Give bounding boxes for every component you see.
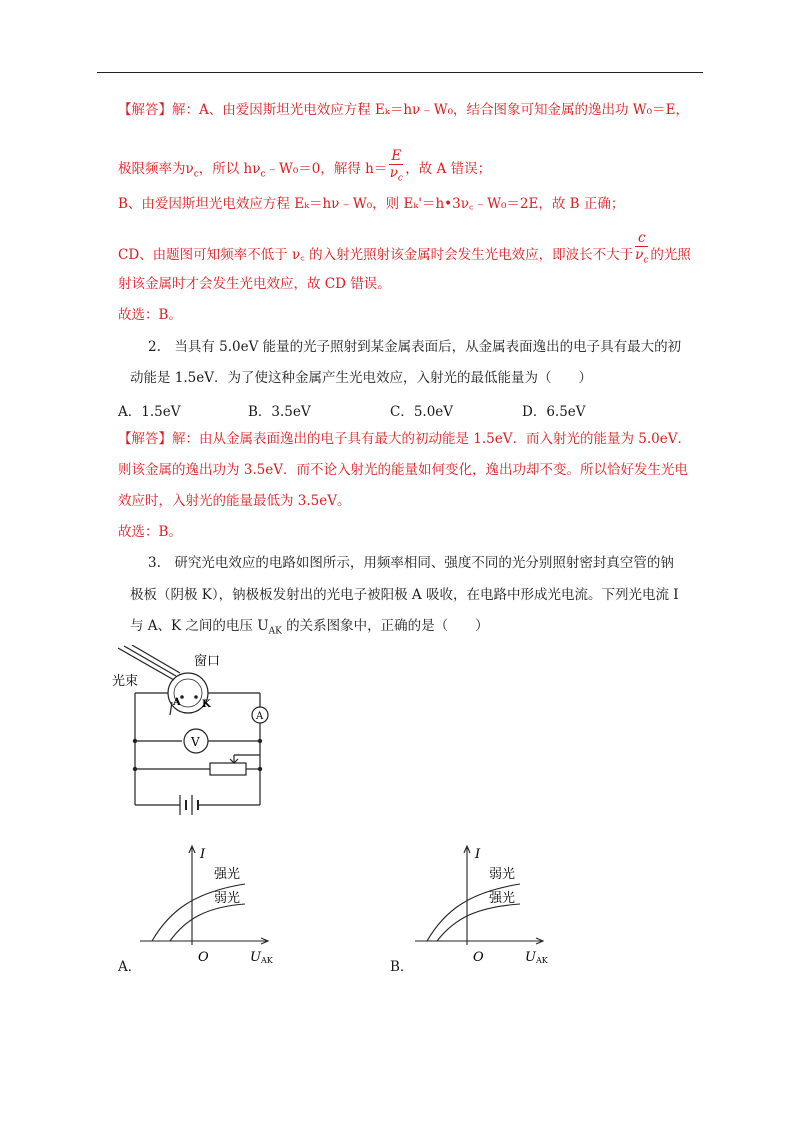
- graph-b-y-label: I: [475, 847, 481, 862]
- answer1-line5: 射该金属时才会发生光电效应，故 CD 错误。: [118, 276, 391, 292]
- voltmeter-label: V: [191, 735, 200, 749]
- circuit-diagram: [110, 645, 280, 820]
- header-rule: [97, 72, 703, 73]
- q2-option-b[interactable]: B．3.5eV: [248, 404, 311, 420]
- cathode-label: K: [202, 699, 211, 710]
- beam-label: 光束: [112, 674, 139, 689]
- q2-option-c[interactable]: C．5.0eV: [390, 404, 454, 420]
- ammeter-label: A: [256, 711, 264, 722]
- graph-b-upper-curve-label: 弱光: [489, 867, 516, 882]
- answer1-line3: B、由爱因斯坦光电效应方程 Eₖ＝hν﹣W₀，则 Eₖ'＝h•3ν꜀﹣W₀＝2E，故 B 正确；: [118, 196, 625, 212]
- answer2-line2: 则该金属的逸出功为 3.5eV．而不论入射光的能量如何变化，逸出功却不变。所以恰好发生光电: [118, 462, 688, 478]
- answer1-line2: 极限频率为$\nu_c$，所以 $h\nu_c﹣W_0=0$，解得 h＝ $\frac{E}{\nu_c}$ ，故 A 错误；: [118, 150, 491, 189]
- q2-option-d[interactable]: D．6.5eV: [522, 404, 586, 420]
- q2-line2: 动能是 1.5eV．为了使这种金属产生光电效应，入射光的最低能量为（ ）: [130, 370, 592, 386]
- q2-option-a[interactable]: A．1.5eV: [118, 404, 181, 420]
- rheostat: [210, 763, 246, 775]
- graph-b: [415, 840, 565, 970]
- graph-a-weak-curve: [170, 904, 245, 941]
- anode-label: A: [173, 697, 181, 708]
- fraction-c-over-nu: $\frac{c}{\nu_c}$: [635, 230, 649, 266]
- graph-b-lower-curve: [437, 904, 520, 941]
- q3-line3: 与 A、K 之间的电压 $U_{AK}$ 的关系图象中，正确的是（ ）: [130, 618, 489, 637]
- graph-b-lower-curve-label: 强光: [489, 891, 516, 906]
- fraction-E-over-nu: $\frac{E}{\nu_c}$: [389, 148, 403, 184]
- answer2-line1: 【解答】解：由从金属表面逸出的电子具有最大的初动能是 1.5eV．而入射光的能量为 5.0eV．: [118, 431, 691, 447]
- graph-a-upper-curve-label: 强光: [214, 867, 241, 882]
- q3-line2: 极板（阴极 K），钠极板发射出的光电子被阳极 A 吸收，在电路中形成光电流。下列光电流 I: [130, 587, 679, 603]
- graph-b-origin: O: [473, 950, 484, 965]
- answer1-line4: CD、由题图可知频率不低于 ν꜀ 的入射光照射该金属时会发生光电效应，即波长不大于 $\frac{c}{\nu_c}$ 的光照: [118, 236, 691, 275]
- graph-a-y-label: I: [200, 847, 206, 862]
- graph-a-x-label: UAK: [250, 950, 273, 965]
- beam-ray-2: [124, 646, 176, 676]
- q2-line1: 2. 当具有 5.0eV 能量的光子照射到某金属表面后，从金属表面逸出的电子具有最大的初: [148, 339, 682, 355]
- graph-a-origin: O: [198, 950, 209, 965]
- graph-a-option-label[interactable]: A．: [118, 959, 142, 975]
- beam-ray-3: [132, 645, 180, 673]
- answer2-choose: 故选：B。: [118, 524, 182, 540]
- answer2-line3: 效应时，入射光的能量最低为 3.5eV。: [118, 493, 351, 509]
- graph-a-lower-curve-label: 弱光: [214, 891, 241, 906]
- answer1-line1: 【解答】解：A、由爱因斯坦光电效应方程 Eₖ＝hν﹣W₀，结合图象可知金属的逸出功 W₀＝E，: [118, 102, 689, 118]
- answer1-choose: 故选：B。: [118, 307, 182, 323]
- graph-a: [140, 840, 290, 970]
- q3-line1: 3. 研究光电效应的电路如图所示，用频率相同、强度不同的光分别照射密封真空管的钠: [148, 555, 674, 571]
- graph-b-option-label[interactable]: B．: [390, 959, 414, 975]
- graph-b-x-label: UAK: [525, 950, 548, 965]
- window-label: 窗口: [194, 654, 221, 669]
